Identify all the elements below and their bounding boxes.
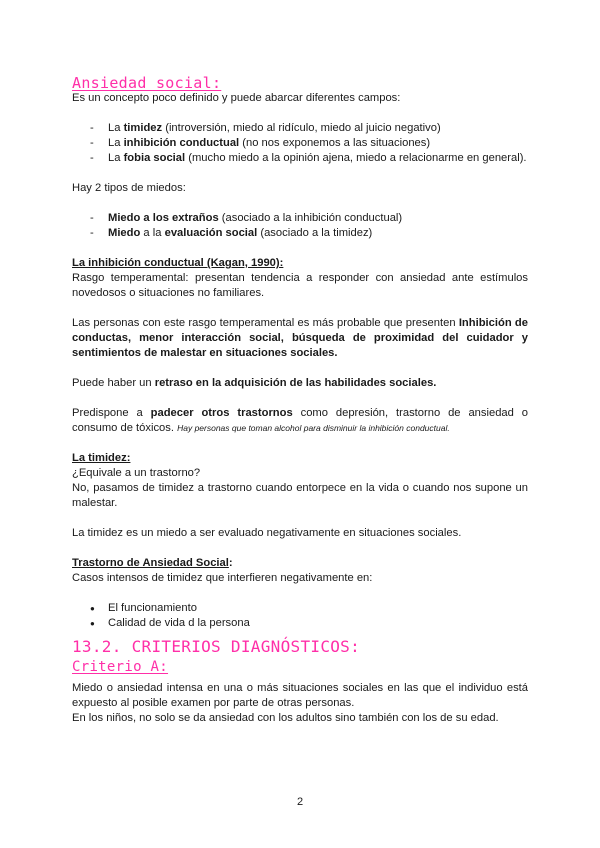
timidez-question: ¿Equivale a un trastorno?	[72, 467, 201, 479]
inhibicion-p4: Predispone a padecer otros trastornos como depresión, trastorno de ansiedad o consumo de tóxicos. Hay personas que toman alcohol para disminuir la inhibición conductual.	[72, 407, 528, 434]
inhibicion-p3: Puede haber un retraso en la adquisición de las habilidades sociales.	[72, 377, 437, 389]
list-item: - La fobia social (mucho miedo a la opinión ajena, miedo a relacionarme en general).	[90, 151, 528, 166]
list-item: ● El funcionamiento	[90, 601, 528, 616]
page-number: 2	[296, 796, 304, 808]
tas-list	[72, 601, 528, 631]
heading-timidez: La timidez:	[72, 452, 131, 464]
list-item: - Miedo a los extraños (asociado a la inhibición conductual)	[90, 211, 528, 226]
fears-intro: Hay 2 tipos de miedos:	[72, 182, 186, 194]
timidez-definition: La timidez es un miedo a ser evaluado negativamente en situaciones sociales.	[72, 527, 462, 539]
criterio-a-p2: En los niños, no solo se da ansiedad con los adultos sino también con los de su edad.	[72, 712, 499, 724]
list-item: - La inhibición conductual (no nos exponemos a las situaciones)	[90, 136, 528, 151]
list-item: ● Calidad de vida d la persona	[90, 616, 528, 631]
fields-list	[72, 121, 528, 166]
tas-intro: Casos intensos de timidez que interfieren negativamente en:	[72, 572, 373, 584]
heading-tas: Trastorno de Ansiedad Social:	[72, 557, 233, 569]
heading-ansiedad-social: Ansiedad social:	[72, 74, 222, 92]
inhibicion-p1: Rasgo temperamental: presentan tendencia a responder con ansiedad ante estímulos novedosos o situaciones no familiares.	[72, 272, 528, 299]
page-content	[72, 76, 528, 726]
heading-criterios: 13.2. CRITERIOS DIAGNÓSTICOS:	[72, 637, 361, 656]
inhibicion-p2: Las personas con este rasgo temperamental es más probable que presenten Inhibición de conductas, menor interacción social, búsqueda de proximidad del cuidador y sentimientos de malestar en situaciones sociales.	[72, 317, 528, 359]
list-item: - La timidez (introversión, miedo al ridículo, miedo al juicio negativo)	[90, 121, 528, 136]
list-item: - Miedo a la evaluación social (asociado a la timidez)	[90, 226, 528, 241]
heading-criterio-a: Criterio A:	[72, 659, 169, 675]
fears-list	[72, 211, 528, 241]
timidez-answer: No, pasamos de timidez a trastorno cuando entorpece en la vida o cuando nos supone un malestar.	[72, 482, 528, 509]
intro-text: Es un concepto poco definido y puede abarcar diferentes campos:	[72, 92, 401, 104]
criterio-a-p1: Miedo o ansiedad intensa en una o más situaciones sociales en las que el individuo está expuesto al posible examen por parte de otras personas.	[72, 682, 528, 709]
heading-inhibicion: La inhibición conductual (Kagan, 1990):	[72, 257, 284, 269]
